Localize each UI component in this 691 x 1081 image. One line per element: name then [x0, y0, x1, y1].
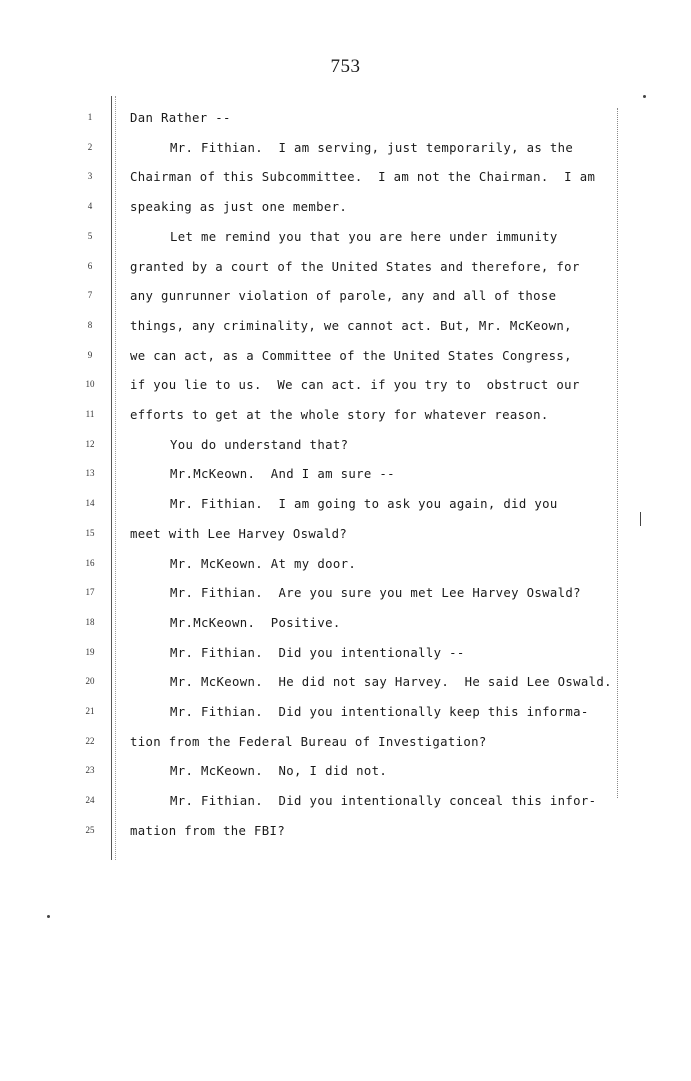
line-text: Mr. McKeown. At my door. [170, 556, 357, 571]
transcript-line [0, 672, 691, 692]
line-number: 20 [85, 676, 95, 687]
line-text: we can act, as a Committee of the United States Congress, [130, 348, 572, 363]
transcript-line [0, 197, 691, 217]
line-number: 11 [85, 409, 95, 419]
line-text: Dan Rather -- [130, 111, 231, 125]
transcript-line [0, 464, 691, 484]
line-text: Let me remind you that you are here under immunity [170, 229, 558, 244]
line-number: 18 [85, 616, 95, 627]
line-text: Chairman of this Subcommittee. I am not the Chairman. I am [130, 170, 596, 185]
line-number: 22 [85, 735, 95, 746]
transcript-line [0, 643, 691, 663]
line-number: 3 [87, 171, 93, 182]
line-text: Mr.McKeown. Positive. [170, 615, 341, 630]
line-text: Mr. Fithian. I am going to ask you again, did you [170, 497, 558, 512]
line-number: 21 [85, 706, 95, 716]
line-number: 13 [85, 468, 95, 479]
line-text: tion from the Federal Bureau of Investigation? [130, 734, 487, 749]
line-text: speaking as just one member. [130, 200, 348, 215]
line-text: Mr.McKeown. And I am sure -- [170, 467, 395, 482]
line-number: 9 [87, 349, 93, 360]
line-text: if you lie to us. We can act. if you try to obstruct our [130, 378, 580, 393]
page-number: 753 [330, 56, 361, 77]
line-text: meet with Lee Harvey Oswald? [130, 526, 348, 541]
line-text: Mr. McKeown. No, I did not. [170, 764, 388, 779]
line-number: 2 [87, 141, 93, 152]
transcript-line [0, 761, 691, 781]
line-text: Mr. Fithian. Did you intentionally -- [170, 645, 465, 660]
transcript-line [0, 257, 691, 277]
transcript-line [0, 375, 691, 395]
line-number: 4 [87, 201, 93, 212]
scan-speck [643, 95, 646, 98]
transcript-line [0, 494, 691, 514]
line-text: Mr. Fithian. I am serving, just temporarily, as the [170, 140, 574, 155]
scan-speck [640, 512, 641, 526]
line-text: Mr. Fithian. Are you sure you met Lee Harvey Oswald? [170, 586, 581, 601]
line-number: 24 [85, 795, 95, 806]
transcript-line [0, 138, 691, 158]
line-number: 8 [87, 319, 93, 330]
line-text: any gunrunner violation of parole, any and all of those [130, 289, 557, 304]
line-text: things, any criminality, we cannot act. But, Mr. McKeown, [130, 318, 572, 333]
transcript-line [0, 167, 691, 187]
line-text: granted by a court of the United States and therefore, for [130, 259, 580, 274]
transcript-line [0, 702, 691, 722]
line-text: Mr. Fithian. Did you intentionally keep this informa- [170, 705, 589, 719]
line-text: efforts to get at the whole story for whatever reason. [130, 408, 549, 422]
transcript-line [0, 583, 691, 603]
transcript-line [0, 791, 691, 811]
line-number: 25 [85, 824, 95, 835]
line-text: Mr. Fithian. Did you intentionally conceal this infor- [170, 794, 597, 809]
transcript-line [0, 316, 691, 336]
line-text: You do understand that? [170, 437, 349, 452]
line-number: 10 [85, 379, 95, 390]
transcript-line [0, 435, 691, 455]
transcript-line [0, 554, 691, 574]
transcript-line [0, 405, 691, 425]
line-number: 17 [85, 587, 95, 598]
transcript-line [0, 108, 691, 128]
scan-speck [47, 915, 50, 918]
transcript-line [0, 524, 691, 544]
line-number: 1 [87, 112, 93, 122]
transcript-line [0, 286, 691, 306]
line-number: 23 [85, 765, 95, 776]
line-number: 12 [85, 438, 95, 449]
transcript-line [0, 821, 691, 841]
transcript-line [0, 346, 691, 366]
transcript-line [0, 227, 691, 247]
line-number: 7 [87, 290, 93, 301]
line-number: 16 [85, 557, 95, 568]
line-text: Mr. McKeown. He did not say Harvey. He said Lee Oswald. [170, 675, 612, 690]
line-text: mation from the FBI? [130, 823, 286, 838]
line-number: 19 [85, 646, 95, 657]
line-number: 14 [85, 498, 95, 509]
line-number: 15 [85, 527, 95, 538]
line-number: 6 [87, 260, 93, 271]
line-number: 5 [87, 230, 93, 241]
transcript-line [0, 613, 691, 633]
transcript-line [0, 732, 691, 752]
